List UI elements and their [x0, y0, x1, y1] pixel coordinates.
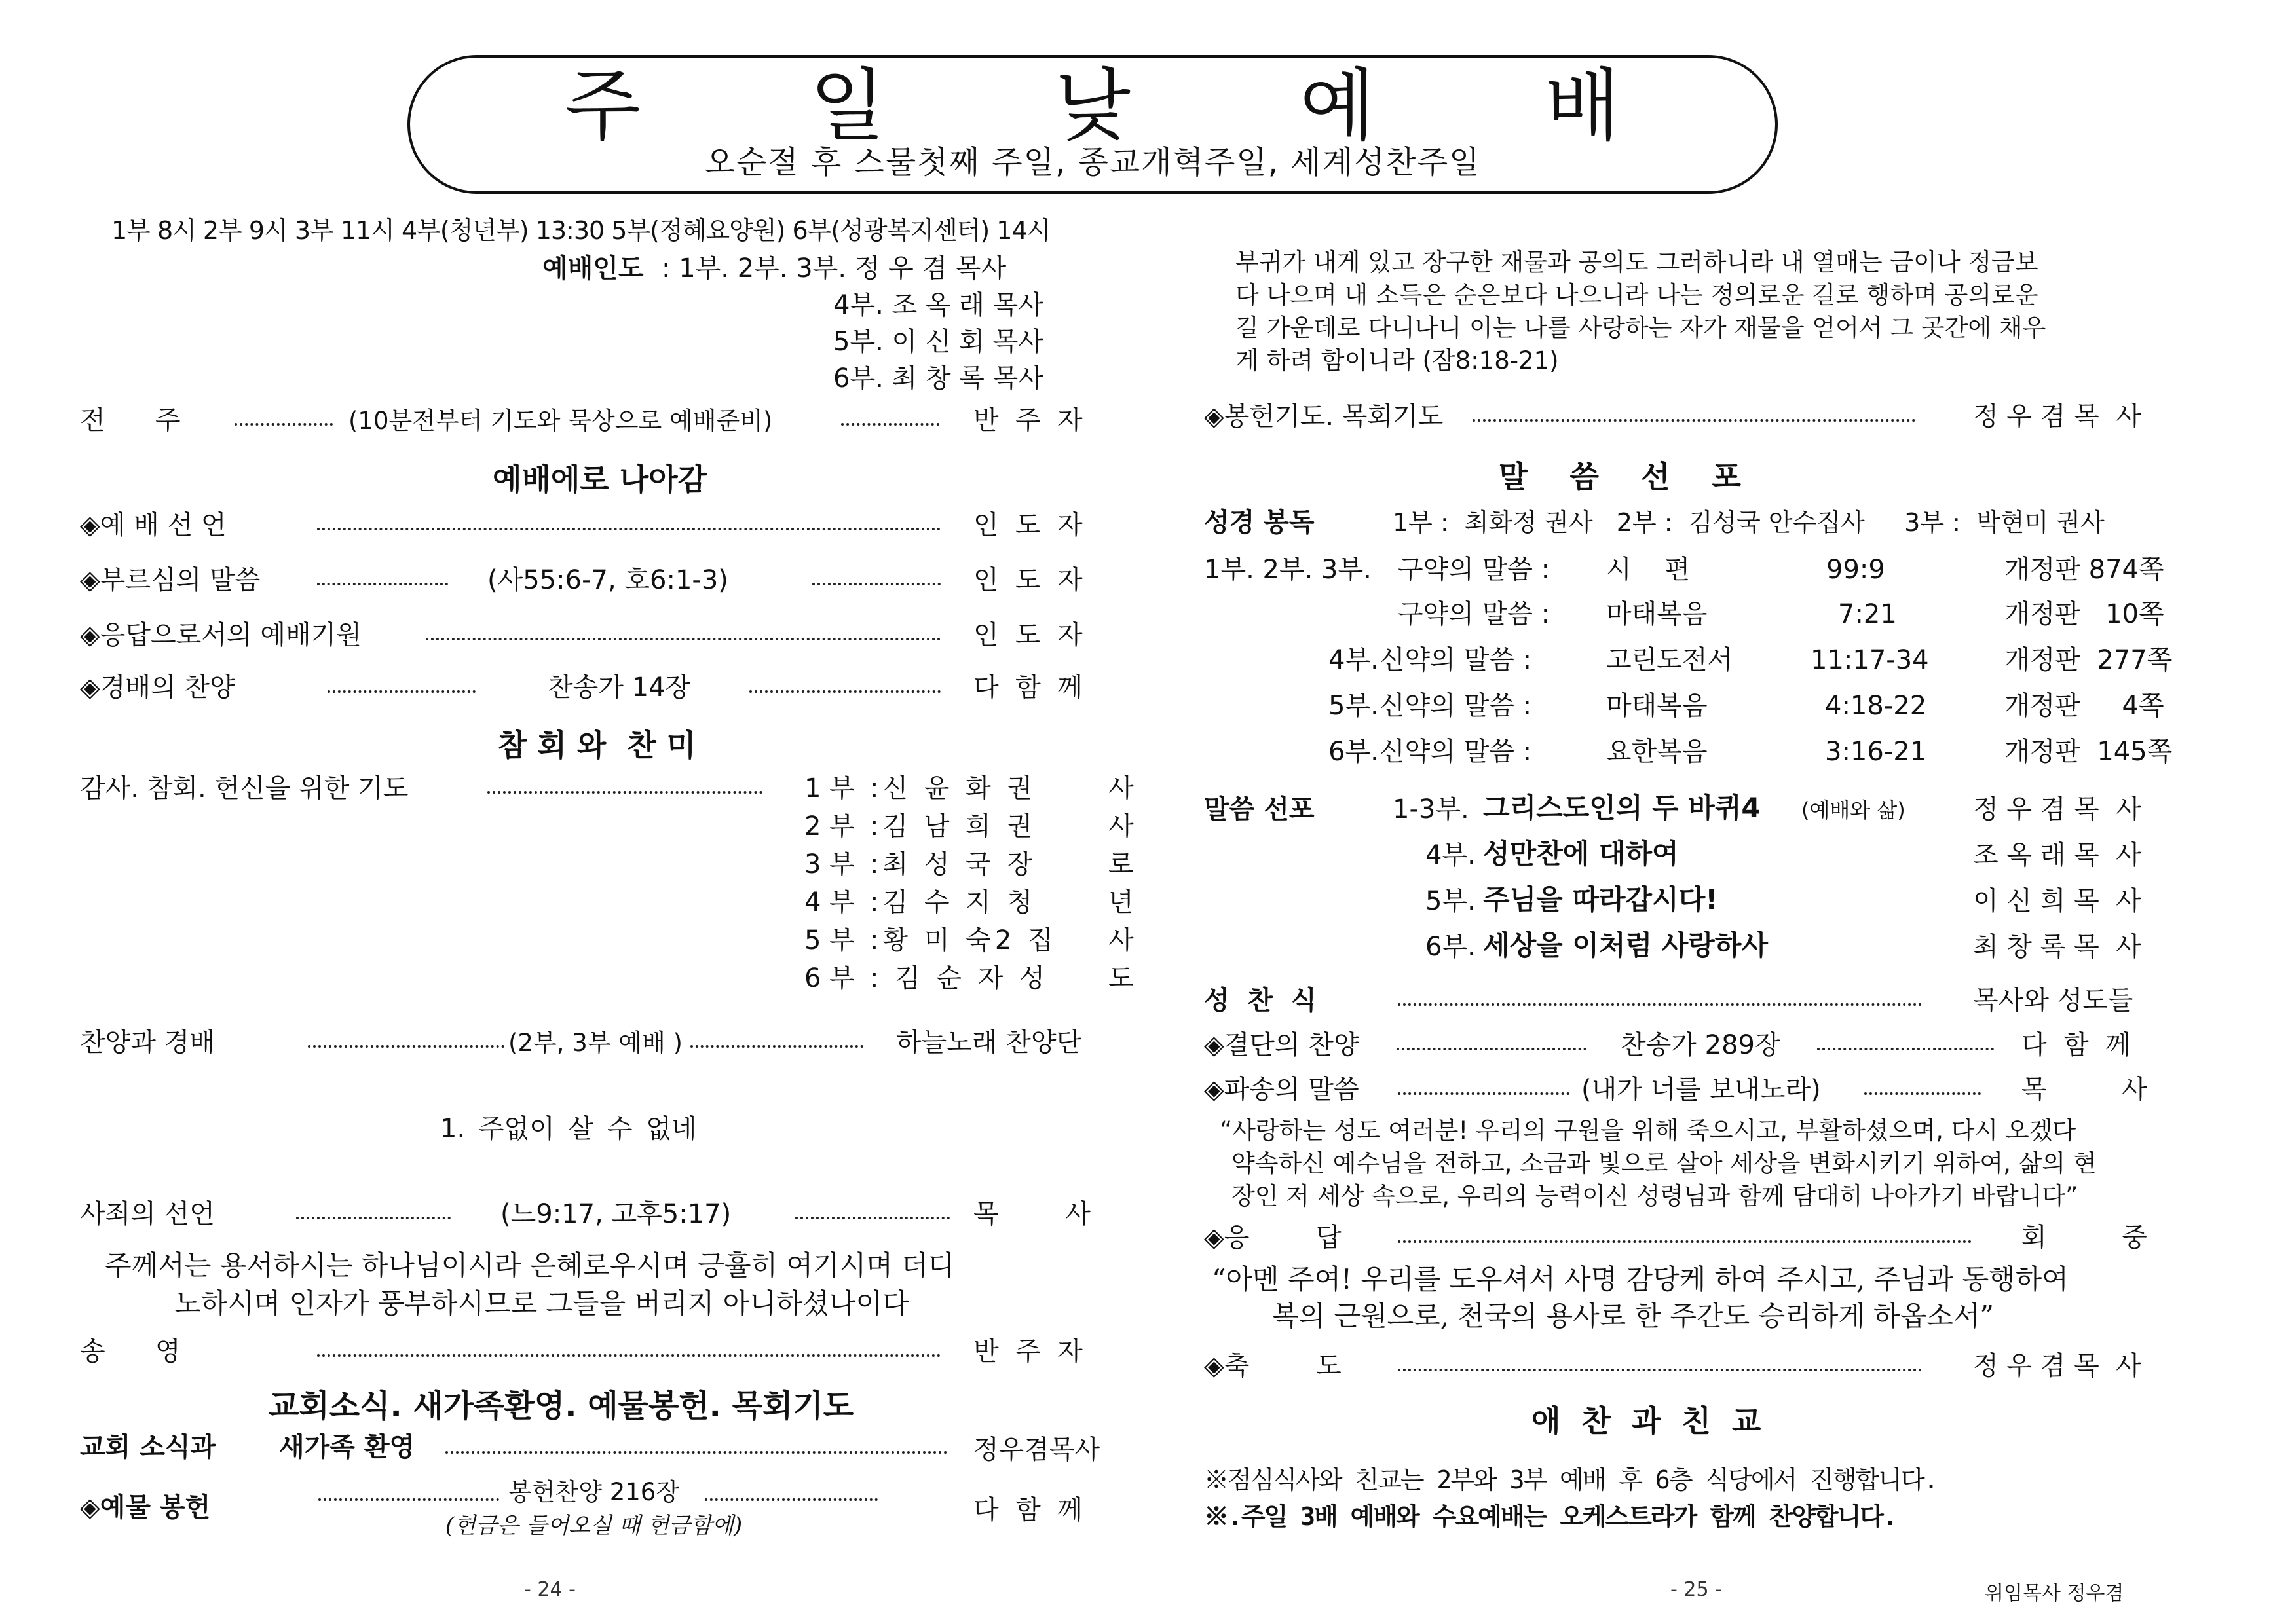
prayer-label: 감사. 참회. 헌신을 위한 기도: [80, 773, 409, 803]
praise-label: 찬양과 경배: [80, 1027, 215, 1058]
leader-dots: [317, 583, 448, 585]
order-item-label: ◈부르심의 말씀: [80, 565, 261, 595]
sermon-title: 세상을 이처럼 사랑하사: [1483, 929, 1768, 961]
prayer-title: 로: [1108, 849, 1134, 879]
passage-page: 개정판 145쪽: [2004, 737, 2173, 767]
sermon-part: 4부.: [1425, 840, 1476, 870]
prelude-note: (10분전부터 기도와 묵상으로 예배준비): [348, 407, 773, 435]
passage-part: 4부.: [1328, 645, 1379, 675]
offering-middle: 봉헌찬양 216장: [508, 1478, 680, 1506]
passage-page: 개정판 10쪽: [2004, 599, 2164, 629]
benediction-label: ◈축 도: [1204, 1351, 1342, 1381]
sending-text-line: 약속하신 예수님을 전하고, 소금과 빛으로 살아 세상을 변화시키기 위하여, 삶의 현: [1231, 1149, 2097, 1177]
leader-dots: [317, 1354, 941, 1357]
passage-ref: 7:21: [1838, 599, 1897, 629]
section-heading: 참 회 와 찬 미: [498, 728, 696, 763]
sending-label: ◈파송의 말씀: [1204, 1075, 1359, 1105]
sermon-by: 조 옥 래 목 사: [1973, 840, 2141, 870]
notice-line: ※.주일 3배 예배와 수요예배는 오케스트라가 함께 찬양합니다.: [1204, 1502, 1896, 1531]
scripture-line: 게 하려 함이니라 (잠8:18-21): [1235, 346, 1559, 375]
sermon-by: 최 창 록 목 사: [1973, 932, 2141, 962]
leader-dots: [705, 1498, 878, 1501]
answer-label: ◈응 답: [1204, 1223, 1342, 1253]
leader-dots: [426, 638, 941, 640]
response-song-by: 다 함 께: [2021, 1030, 2131, 1060]
passage-ref: 4:18-22: [1825, 691, 1927, 721]
notice-line: ※점심식사와 친교는 2부와 3부 예배 후 6층 식당에서 진행합니다.: [1204, 1466, 1938, 1494]
leader-dots: [1397, 1048, 1586, 1050]
communion-label: 성 찬 식: [1204, 986, 1317, 1016]
absolution-by: 목 사: [973, 1199, 1091, 1229]
leader-dots: [317, 528, 941, 530]
prayer-name: :김 남 희 권: [870, 811, 1037, 841]
sermon-by: 이 신 희 목 사: [1973, 886, 2141, 916]
prayer-part: 6 부: [804, 963, 855, 993]
prayer-title: 년: [1108, 887, 1134, 917]
leader-dots: [487, 791, 762, 794]
passage-kind: 신약의 말씀 :: [1380, 691, 1532, 721]
passage-kind: 신약의 말씀 :: [1380, 737, 1532, 767]
scripture-line: 길 가운데로 다니나니 이는 나를 사랑하는 자가 재물을 얻어서 그 곳간에 채우: [1235, 314, 2046, 342]
sermon-by: 정 우 겸 목 사: [1973, 794, 2141, 824]
leader-dots: [795, 1217, 950, 1219]
answer-by: 회 중: [2021, 1223, 2147, 1253]
order-item-by: 다 함 께: [973, 673, 1083, 703]
prayer-part: 1 부: [804, 773, 855, 803]
absolution-text-line: 주께서는 용서하시는 하나님이시라 은혜로우시며 긍휼히 여기시며 더디: [105, 1249, 955, 1282]
prayer-title: 사: [1108, 811, 1134, 841]
leader-dots: [1473, 419, 1915, 422]
leader-line: : 1부. 2부. 3부. 정 우 겸 목사: [662, 253, 1007, 284]
passage-ref: 3:16-21: [1825, 737, 1927, 767]
sermon-part: 6부.: [1425, 932, 1476, 962]
sermon-title: 주님을 따라갑시다!: [1483, 883, 1718, 915]
passage-kind: 신약의 말씀 :: [1380, 645, 1532, 675]
leader-dots: [308, 1045, 504, 1048]
response-song-middle: 찬송가 289장: [1621, 1030, 1780, 1060]
page-subtitle: 오순절 후 스물첫째 주일, 종교개혁주일, 세계성찬주일: [704, 144, 1481, 181]
passage-book: 마태복음: [1606, 691, 1708, 721]
order-item-label: ◈경배의 찬양: [80, 673, 235, 703]
page-title: 주 일 낮 예 배: [564, 61, 1693, 152]
sending-text-line: 장인 저 세상 속으로, 우리의 능력이신 성령님과 함께 담대히 나아가기 바랍니다”: [1231, 1182, 2078, 1210]
sermon-note: (예배와 삶): [1801, 798, 1905, 822]
passage-book: 요한복음: [1606, 737, 1708, 767]
leader-dots: [328, 690, 476, 693]
passage-part: 5부.: [1328, 691, 1379, 721]
sending-middle: (내가 너를 보내노라): [1581, 1075, 1821, 1105]
section-heading: 애 찬 과 친 교: [1531, 1403, 1761, 1439]
answer-text-line: 복의 근원으로, 천국의 용사로 한 주간도 승리하게 하옵소서”: [1272, 1300, 1995, 1332]
doxology-label: 송 영: [80, 1337, 181, 1367]
passage-book: 마태복음: [1606, 599, 1708, 629]
offering-label: ◈예물 봉헌: [80, 1492, 211, 1522]
benediction-by: 정 우 겸 목 사: [1973, 1351, 2141, 1381]
passage-page: 개정판 277쪽: [2004, 645, 2173, 675]
leader-dots: [235, 423, 333, 426]
sermon-part: 1-3부.: [1393, 794, 1469, 824]
praise-note: (2부, 3부 예배 ): [508, 1029, 683, 1057]
leader-dots: [445, 1451, 947, 1454]
passage-ref: 11:17-34: [1811, 645, 1929, 675]
song-title: 1. 주없이 살 수 없네: [440, 1114, 697, 1144]
prayer-title: 사: [1108, 925, 1134, 955]
leader-dots: [1398, 1003, 1922, 1006]
sermon-title: 그리스도인의 두 바퀴4: [1483, 792, 1761, 824]
news-label: 교회 소식과: [80, 1432, 216, 1462]
news-by: 정우겸목사: [973, 1435, 1100, 1465]
absolution-text-line: 노하시며 인자가 풍부하시므로 그들을 버리지 아니하셨나이다: [174, 1287, 909, 1320]
prayer-name: :최 성 국 장: [870, 849, 1037, 879]
absolution-label: 사죄의 선언: [80, 1199, 215, 1229]
offertory-label: ◈봉헌기도. 목회기도: [1204, 401, 1444, 432]
prayer-part: 2 부: [804, 811, 855, 841]
passage-kind: 구약의 말씀 :: [1398, 555, 1550, 585]
prayer-part: 5 부: [804, 925, 855, 955]
sermon-part: 5부.: [1425, 886, 1476, 916]
page-number: - 24 -: [524, 1578, 576, 1601]
sending-text-line: “사랑하는 성도 여러분! 우리의 구원을 위해 죽으시고, 부활하셨으며, 다시 오겠다: [1220, 1116, 2076, 1145]
pastor-signature: 위임목사 정우겸: [1985, 1582, 2124, 1605]
prayer-name: : 김 순 자 성: [870, 963, 1049, 993]
leader-dots: [1817, 1048, 1994, 1050]
sermon-label: 말씀 선포: [1204, 794, 1315, 824]
leader-line: 5부. 이 신 회 목사: [833, 327, 1043, 357]
sending-by: 목 사: [2021, 1075, 2147, 1105]
passage-book: 시 편: [1606, 555, 1691, 585]
order-item-label: ◈예 배 선 언: [80, 510, 227, 540]
order-item-label: ◈응답으로서의 예배기원: [80, 620, 362, 650]
offertory-by: 정 우 겸 목 사: [1973, 401, 2141, 432]
leader-dots: [318, 1498, 499, 1501]
leader-dots: [1398, 1092, 1569, 1095]
prelude-by: 반 주 자: [973, 405, 1083, 435]
leader-dots: [690, 1045, 863, 1048]
leader-dots: [841, 423, 939, 426]
leader-label: 예배인도: [542, 253, 644, 284]
prelude-label: 전 주: [80, 405, 181, 435]
prayer-name: :황 미 숙2 집: [870, 925, 1057, 955]
scripture-line: 부귀가 내게 있고 장구한 재물과 공의도 그러하니라 내 열매는 금이나 정금보: [1235, 248, 2038, 276]
leader-dots: [1398, 1240, 1972, 1243]
prayer-part: 4 부: [804, 887, 855, 917]
reading-readers: 1부 : 최화정 권사 2부 : 김성국 안수집사 3부 : 박현미 권사: [1393, 508, 2105, 537]
passage-part: 6부.: [1328, 737, 1379, 767]
answer-text-line: “아멘 주여! 우리를 도우셔서 사명 감당케 하여 주시고, 주님과 동행하여: [1212, 1263, 2069, 1295]
title-banner: [407, 55, 1778, 194]
absolution-middle: (느9:17, 고후5:17): [500, 1199, 732, 1229]
prayer-title: 사: [1108, 773, 1134, 803]
prayer-name: :김 수 지 청: [870, 887, 1037, 917]
leader-dots: [1864, 1092, 1981, 1095]
prayer-name: :신 윤 화 권: [870, 773, 1037, 803]
page-number: - 25 -: [1670, 1578, 1722, 1601]
section-heading: 예배에로 나아감: [493, 462, 707, 497]
offering-by: 다 함 께: [973, 1495, 1083, 1525]
scripture-line: 다 나으며 내 소득은 순은보다 나으니라 나는 정의로운 길로 행하며 공의로운: [1235, 281, 2038, 309]
praise-by: 하늘노래 찬양단: [896, 1027, 1082, 1058]
offering-note: (헌금은 들어오실 때 헌금함에): [445, 1513, 743, 1539]
section-heading: 말 씀 선 포: [1499, 459, 1741, 494]
doxology-by: 반 주 자: [973, 1337, 1083, 1367]
sermon-title: 성만찬에 대하여: [1483, 838, 1679, 870]
passage-ref: 99:9: [1826, 555, 1885, 585]
passage-page: 개정판 874쪽: [2004, 555, 2164, 585]
order-item-by: 인 도 자: [973, 510, 1083, 540]
leader-line: 4부. 조 옥 래 목사: [833, 290, 1043, 320]
passage-part: 1부. 2부. 3부.: [1204, 555, 1372, 585]
passage-kind: 구약의 말씀 :: [1398, 599, 1550, 629]
order-item-middle: 찬송가 14장: [548, 673, 691, 703]
passage-page: 개정판 4쪽: [2004, 691, 2164, 721]
order-item-middle: (사55:6-7, 호6:1-3): [487, 565, 728, 595]
prayer-part: 3 부: [804, 849, 855, 879]
leader-dots: [812, 583, 941, 585]
order-item-by: 인 도 자: [973, 620, 1083, 650]
communion-by: 목사와 성도들: [1973, 986, 2133, 1016]
prayer-title: 도: [1108, 963, 1134, 993]
reading-label: 성경 봉독: [1204, 507, 1315, 538]
order-item-by: 인 도 자: [973, 565, 1083, 595]
leader-line: 6부. 최 창 록 목사: [833, 363, 1043, 394]
service-schedule: 1부 8시 2부 9시 3부 11시 4부(청년부) 13:30 5부(정혜요양원) 6부(성광복지센터) 14시: [111, 216, 1051, 245]
leader-dots: [296, 1217, 451, 1219]
leader-dots: [749, 690, 941, 693]
leader-dots: [1398, 1369, 1922, 1371]
passage-book: 고린도전서: [1606, 645, 1733, 675]
section-heading: 교회소식. 새가족환영. 예물봉헌. 목회기도: [269, 1388, 854, 1424]
news-sub: 새가족 환영: [279, 1432, 415, 1462]
response-song-label: ◈결단의 찬양: [1204, 1030, 1359, 1060]
